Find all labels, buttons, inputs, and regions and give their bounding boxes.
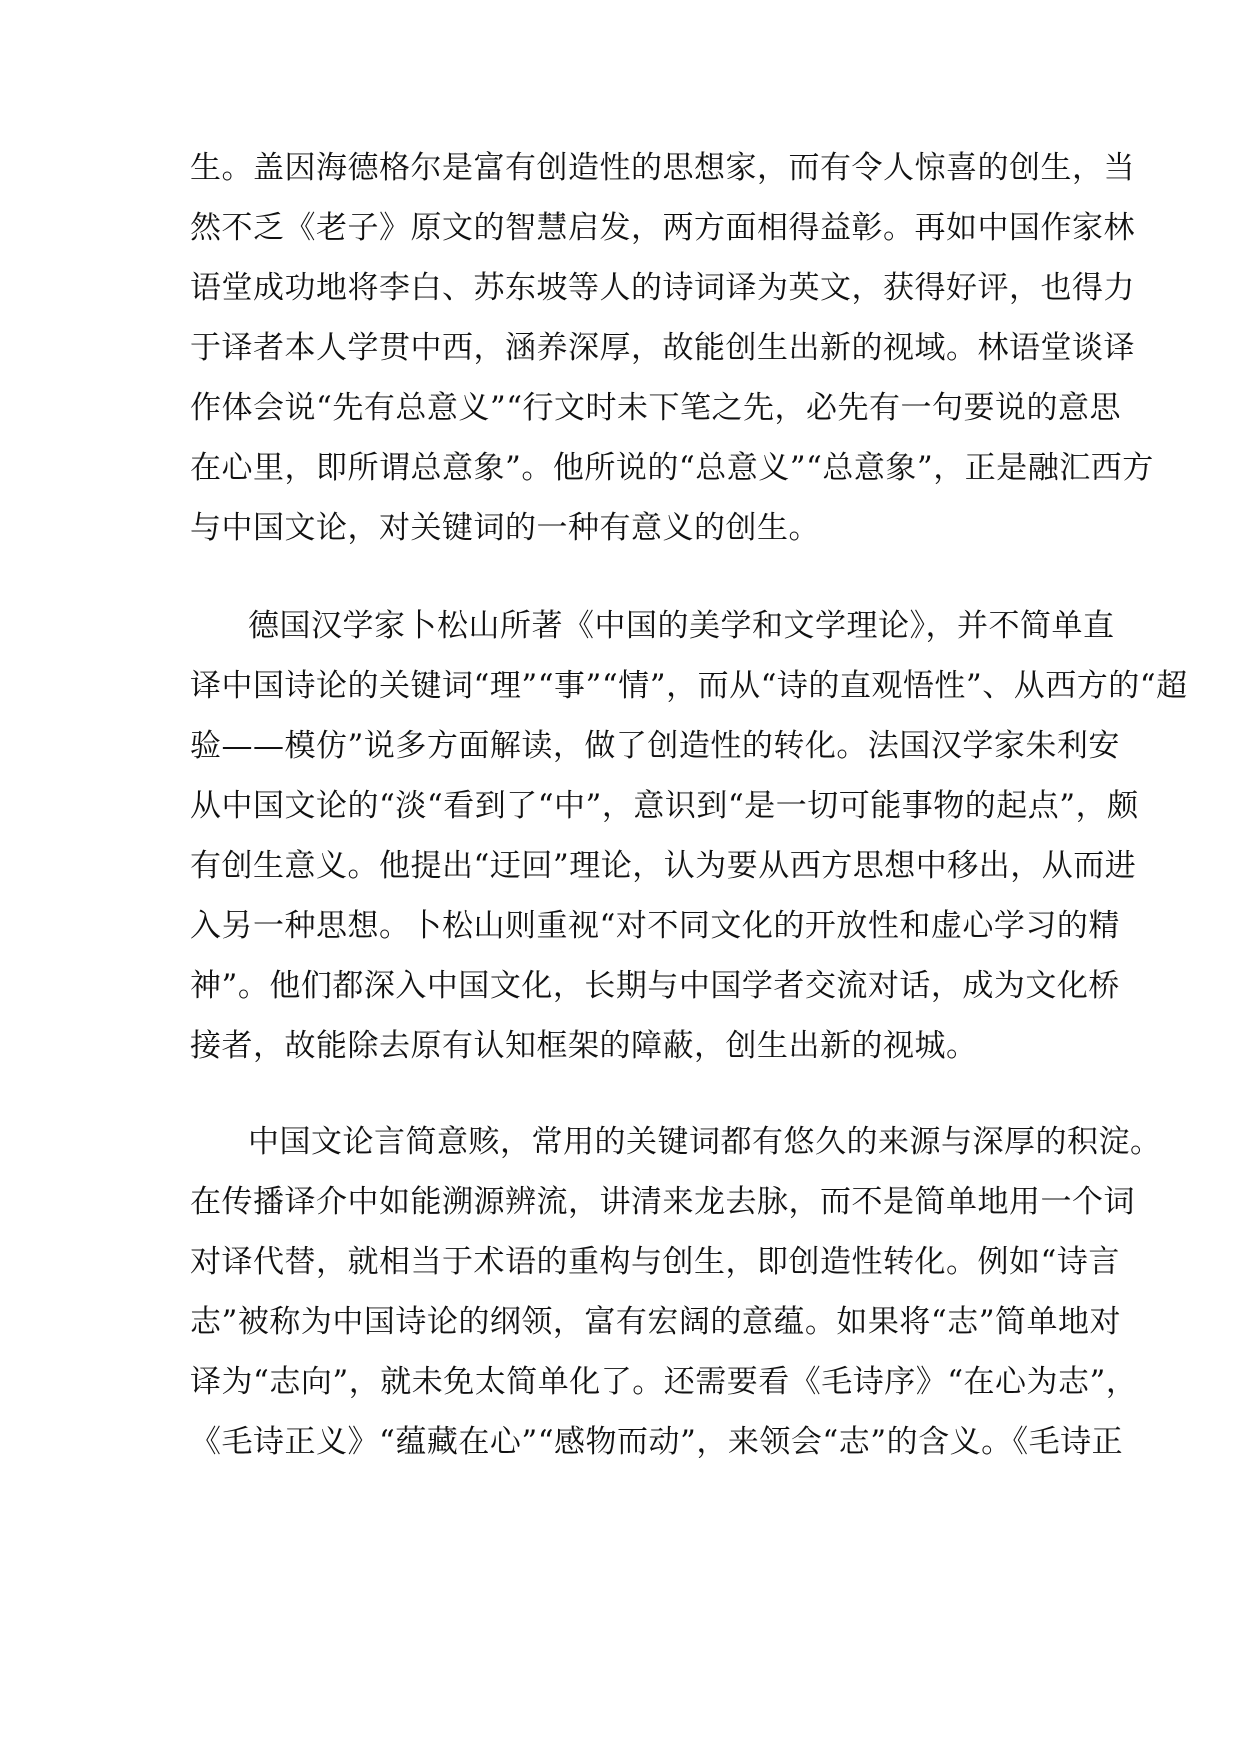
text-line: 有创生意义。他提出“迂回”理论，认为要从西方思想中移出，从而进 (190, 848, 1137, 884)
text-line: 《毛诗正义》“蕴藏在心”“感物而动”，来领会“志”的含义。《毛诗正 (190, 1424, 1124, 1460)
text-line: 在传播译介中如能溯源辨流，讲清来龙去脉，而不是简单地用一个词 (190, 1184, 1135, 1220)
text-line: 译为“志向”，就未免太简单化了。还需要看《毛诗序》“在心为志”， (190, 1364, 1138, 1400)
text-line: 生。盖因海德格尔是富有创造性的思想家，而有令人惊喜的创生，当 (190, 150, 1135, 186)
text-line: 验——模仿”说多方面解读，做了创造性的转化。法国汉学家朱利安 (190, 728, 1120, 764)
text-line: 语堂成功地将李白、苏东坡等人的诗词译为英文，获得好评，也得力 (190, 270, 1135, 306)
text-line: 入另一种思想。卜松山则重视“对不同文化的开放性和虚心学习的精 (190, 908, 1120, 944)
text-line: 德国汉学家卜松山所著《中国的美学和文学理论》，并不简单直 (248, 608, 1115, 644)
text-line: 神”。他们都深入中国文化，长期与中国学者交流对话，成为文化桥 (190, 968, 1120, 1004)
text-line: 接者，故能除去原有认知框架的障蔽，创生出新的视城。 (190, 1028, 978, 1064)
text-line: 于译者本人学贯中西，涵养深厚，故能创生出新的视域。林语堂谈译 (190, 330, 1135, 366)
text-line: 译中国诗论的关键词“理”“事”“情”，而从“诗的直观悟性”、从西方的“超 (190, 668, 1188, 704)
text-line: 从中国文论的“淡“看到了“中”，意识到“是一切可能事物的起点”，颇 (190, 788, 1139, 824)
text-line: 对译代替，就相当于术语的重构与创生，即创造性转化。例如“诗言 (190, 1244, 1120, 1280)
text-line: 在心里，即所谓总意象”。他所说的“总意义”“总意象”，正是融汇西方 (190, 450, 1154, 486)
text-line: 与中国文论，对关键词的一种有意义的创生。 (190, 510, 820, 546)
text-line: 中国文论言简意赅，常用的关键词都有悠久的来源与深厚的积淀。 (248, 1124, 1162, 1160)
text-line: 作体会说“先有总意义”“行文时未下笔之先，必先有一句要说的意思 (190, 390, 1122, 426)
text-line: 然不乏《老子》原文的智慧启发，两方面相得益彰。再如中国作家林 (190, 210, 1135, 246)
text-line: 志”被称为中国诗论的纲领，富有宏阔的意蕴。如果将“志”简单地对 (190, 1304, 1122, 1340)
